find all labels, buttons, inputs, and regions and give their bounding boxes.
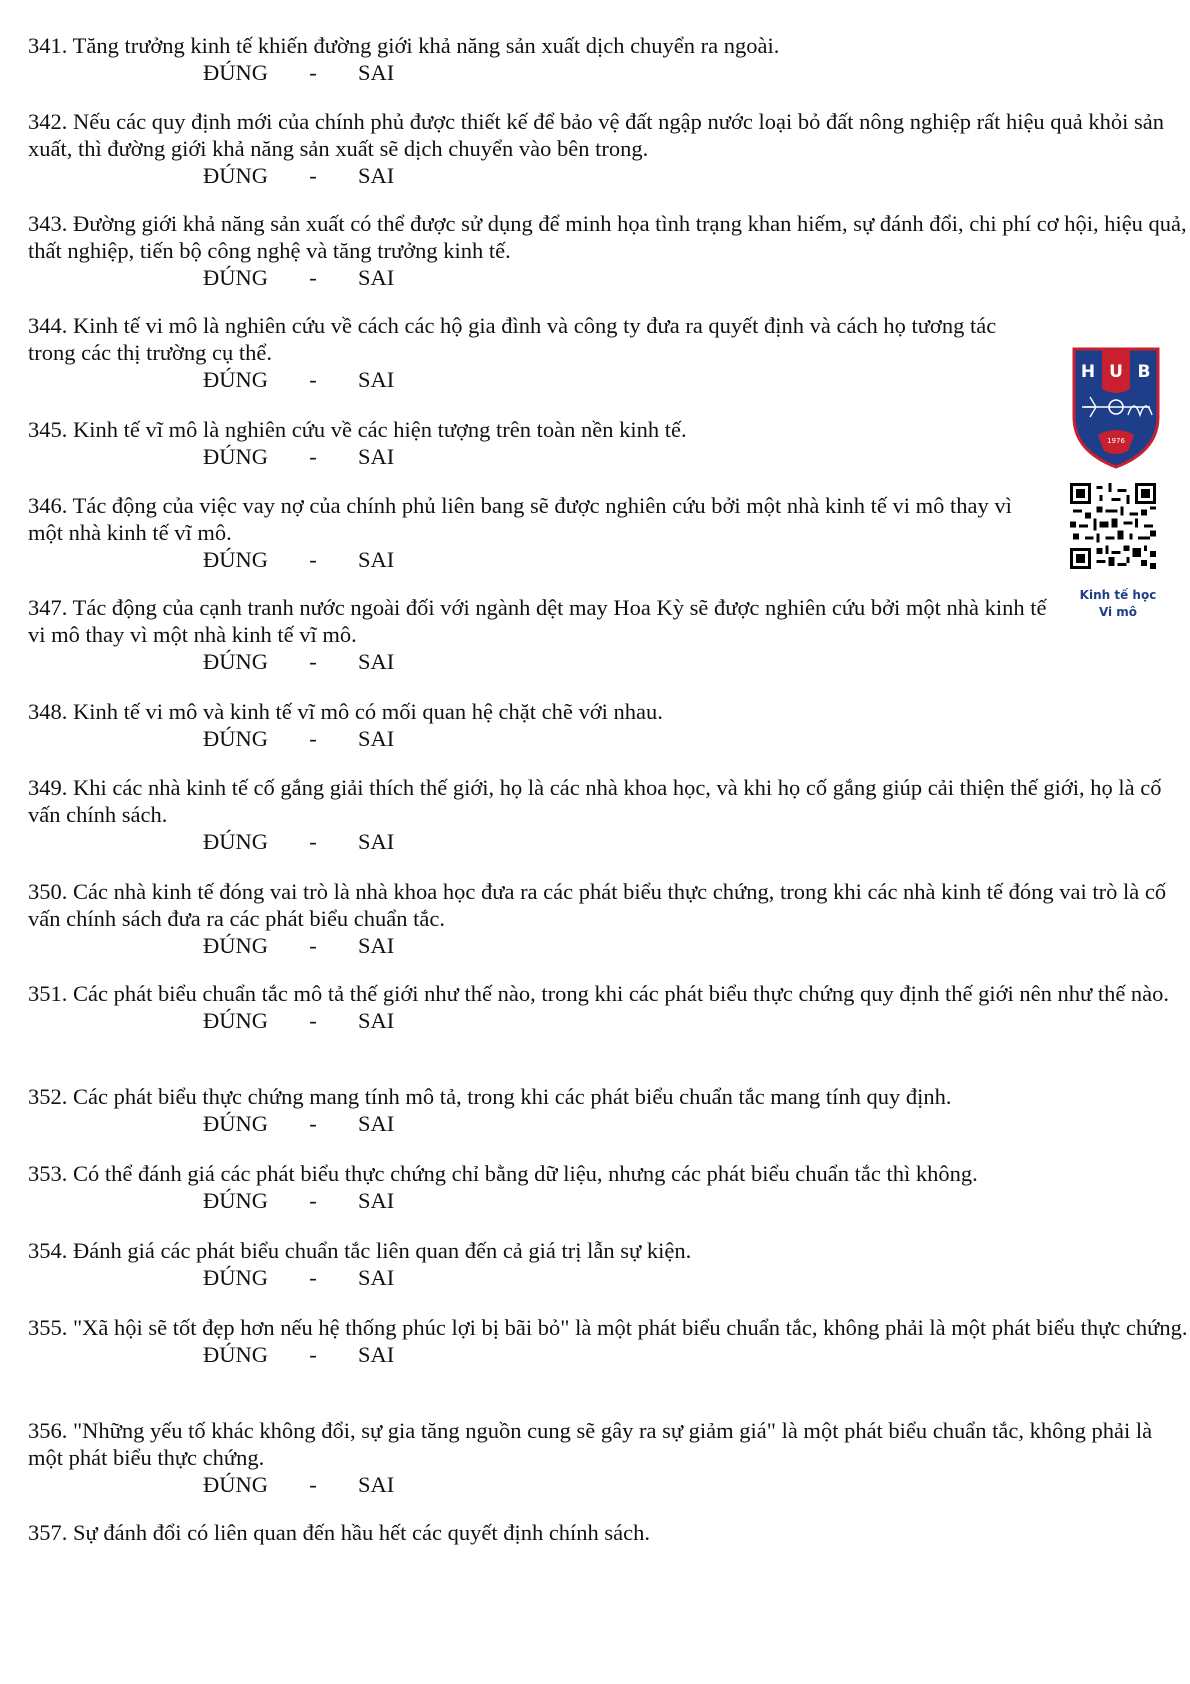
answer-false: SAI (358, 933, 395, 958)
answer-true: ĐÚNG (203, 444, 268, 469)
question-347 (28, 594, 1048, 675)
question-341 (28, 32, 1188, 86)
question-text: 357. Sự đánh đổi có liên quan đến hầu hết các quyết định chính sách. (28, 1520, 651, 1545)
question-357 (28, 1519, 1188, 1546)
caption-line-1: Kinh tế học (1079, 588, 1157, 602)
answer-separator: - (309, 265, 317, 290)
answer-false: SAI (358, 829, 395, 854)
answer-separator: - (309, 367, 317, 392)
answer-options (28, 1471, 1188, 1498)
answer-separator: - (309, 1111, 317, 1136)
question-352 (28, 1083, 1188, 1137)
answer-separator: - (309, 163, 317, 188)
question-text: 350. Các nhà kinh tế đóng vai trò là nhà khoa học đưa ra các phát biểu thực chứng, trong khi các nhà kinh tế đóng vai trò là cố vấn chính sách đưa ra các phát biểu chuẩn tắc. (28, 879, 1167, 931)
answer-separator: - (309, 649, 317, 674)
question-text: 347. Tác động của cạnh tranh nước ngoài đối với ngành dệt may Hoa Kỳ sẽ được nghiên cứu bởi một nhà kinh tế vi mô thay vì một nhà kinh tế vĩ mô. (28, 595, 1047, 647)
answer-false: SAI (358, 1265, 395, 1290)
question-356 (28, 1417, 1188, 1498)
answer-separator: - (309, 933, 317, 958)
question-345 (28, 416, 1048, 470)
question-350 (28, 878, 1188, 959)
answer-true: ĐÚNG (203, 265, 268, 290)
answer-false: SAI (358, 1188, 395, 1213)
caption-line-2: Vi mô (1098, 605, 1138, 619)
question-text: 356. "Những yếu tố khác không đổi, sự gia tăng nguồn cung sẽ gây ra sự giảm giá" là một phát biểu chuẩn tắc, không phải là một phát biểu thực chứng. (28, 1418, 1153, 1470)
answer-options (28, 1341, 1188, 1368)
answer-false: SAI (358, 1342, 395, 1367)
answer-separator: - (309, 1188, 317, 1213)
answer-false: SAI (358, 444, 395, 469)
answer-options (28, 546, 1048, 573)
question-text: 345. Kinh tế vĩ mô là nghiên cứu về các hiện tượng trên toàn nền kinh tế. (28, 417, 687, 442)
question-text: 351. Các phát biểu chuẩn tắc mô tả thế giới như thế nào, trong khi các phát biểu thực chứng quy định thế giới nên như thế nào. (28, 981, 1170, 1006)
question-346 (28, 492, 1048, 573)
question-text: 346. Tác động của việc vay nợ của chính phủ liên bang sẽ được nghiên cứu bởi một nhà kinh tế vi mô thay vì một nhà kinh tế vĩ mô. (28, 493, 1012, 545)
question-text: 348. Kinh tế vi mô và kinh tế vĩ mô có mối quan hệ chặt chẽ với nhau. (28, 699, 663, 724)
answer-true: ĐÚNG (203, 933, 268, 958)
answer-separator: - (309, 444, 317, 469)
answer-options (28, 648, 1048, 675)
logo-caption (1058, 587, 1178, 621)
question-text: 341. Tăng trưởng kinh tế khiến đường giới khả năng sản xuất dịch chuyển ra ngoài. (28, 33, 780, 58)
answer-false: SAI (358, 163, 395, 188)
answer-false: SAI (358, 726, 395, 751)
question-353 (28, 1160, 1188, 1214)
answer-separator: - (309, 1342, 317, 1367)
answer-true: ĐÚNG (203, 1342, 268, 1367)
answer-options (28, 828, 1188, 855)
answer-options (28, 443, 1048, 470)
answer-false: SAI (358, 265, 395, 290)
question-text: 349. Khi các nhà kinh tế cố gắng giải thích thế giới, họ là các nhà khoa học, và khi họ cố gắng giúp cải thiện thế giới, họ là cố vấn chính sách. (28, 775, 1162, 827)
answer-true: ĐÚNG (203, 1188, 268, 1213)
logo-year: 1976 (1107, 437, 1125, 445)
answer-true: ĐÚNG (203, 1008, 268, 1033)
answer-options (28, 162, 1188, 189)
answer-false: SAI (358, 649, 395, 674)
question-354 (28, 1237, 1188, 1291)
answer-true: ĐÚNG (203, 829, 268, 854)
question-text: 353. Có thể đánh giá các phát biểu thực chứng chỉ bằng dữ liệu, nhưng các phát biểu chuẩn tắc thì không. (28, 1161, 978, 1186)
qr-code (1070, 483, 1156, 569)
answer-false: SAI (358, 1472, 395, 1497)
answer-true: ĐÚNG (203, 1111, 268, 1136)
answer-separator: - (309, 60, 317, 85)
answer-separator: - (309, 547, 317, 572)
answer-options (28, 725, 1188, 752)
answer-options (28, 59, 1188, 86)
question-342 (28, 108, 1188, 189)
question-351 (28, 980, 1188, 1034)
question-355 (28, 1314, 1188, 1368)
answer-options (28, 1187, 1188, 1214)
answer-false: SAI (358, 60, 395, 85)
answer-options (28, 1110, 1188, 1137)
answer-options (28, 264, 1188, 291)
question-text: 354. Đánh giá các phát biểu chuẩn tắc liên quan đến cả giá trị lẫn sự kiện. (28, 1238, 692, 1263)
hub-logo (1068, 345, 1164, 469)
answer-options (28, 1264, 1188, 1291)
answer-false: SAI (358, 1111, 395, 1136)
logo-letter-b: B (1137, 362, 1151, 382)
question-text: 342. Nếu các quy định mới của chính phủ được thiết kế để bảo vệ đất ngập nước loại bỏ đất nông nghiệp rất hiệu quả khỏi sản xuất, thì đường giới khả năng sản xuất sẽ dịch chuyển vào bên trong. (28, 109, 1165, 161)
answer-separator: - (309, 829, 317, 854)
answer-true: ĐÚNG (203, 726, 268, 751)
answer-true: ĐÚNG (203, 367, 268, 392)
answer-separator: - (309, 1265, 317, 1290)
answer-true: ĐÚNG (203, 1265, 268, 1290)
answer-options (28, 1007, 1188, 1034)
answer-true: ĐÚNG (203, 547, 268, 572)
question-349 (28, 774, 1188, 855)
question-text: 343. Đường giới khả năng sản xuất có thể được sử dụng để minh họa tình trạng khan hiếm, sự đánh đổi, chi phí cơ hội, hiệu quả, thất nghiệp, tiến bộ công nghệ và tăng trưởng kinh tế. (28, 211, 1187, 263)
question-348 (28, 698, 1188, 752)
answer-options (28, 932, 1188, 959)
question-344 (28, 312, 1048, 393)
answer-false: SAI (358, 367, 395, 392)
answer-separator: - (309, 1008, 317, 1033)
answer-false: SAI (358, 547, 395, 572)
answer-false: SAI (358, 1008, 395, 1033)
question-text: 352. Các phát biểu thực chứng mang tính mô tả, trong khi các phát biểu chuẩn tắc mang tính quy định. (28, 1084, 952, 1109)
question-text: 355. "Xã hội sẽ tốt đẹp hơn nếu hệ thống phúc lợi bị bãi bỏ" là một phát biểu chuẩn tắc, không phải là một phát biểu thực chứng. (28, 1315, 1188, 1340)
answer-options (28, 366, 1048, 393)
answer-separator: - (309, 726, 317, 751)
question-343 (28, 210, 1188, 291)
logo-letter-u: U (1109, 362, 1123, 382)
answer-true: ĐÚNG (203, 1472, 268, 1497)
answer-separator: - (309, 1472, 317, 1497)
answer-true: ĐÚNG (203, 163, 268, 188)
question-text: 344. Kinh tế vi mô là nghiên cứu về cách các hộ gia đình và công ty đưa ra quyết định và cách họ tương tác trong các thị trường cụ thể. (28, 313, 997, 365)
answer-true: ĐÚNG (203, 649, 268, 674)
answer-true: ĐÚNG (203, 60, 268, 85)
logo-letter-h: H (1080, 362, 1096, 382)
